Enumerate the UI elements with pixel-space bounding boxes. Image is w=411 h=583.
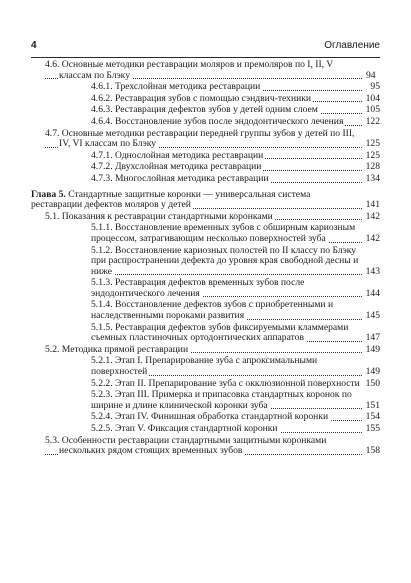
toc-entry[interactable]: 4.6. Основные методики реставрации моляров и премоляров по I, II, V классам по Блэку 94	[31, 60, 380, 81]
toc-entry-text	[45, 435, 326, 457]
toc-entry-title: 5.3. Особенности реставрации стандартными защитными коронками нескольких рядом стоящих временных зубов	[45, 434, 327, 457]
toc-page-number: 151	[365, 399, 380, 411]
toc-entry-title: 4.6.2. Реставрация зубов с помощью сэндвич-техники	[91, 92, 312, 104]
toc-entry-title: 4.6.3. Реставрация дефектов зубов у детей одним слоем	[91, 104, 318, 116]
toc-entry[interactable]	[31, 223, 380, 244]
toc-entry[interactable]	[31, 424, 380, 435]
toc-entry[interactable]	[31, 390, 380, 411]
toc-page-number: 155	[365, 423, 380, 434]
toc-entry-text	[91, 277, 304, 299]
toc-entry[interactable]	[31, 105, 380, 116]
toc-entry-title: 4.7.1. Однослойная методика реставрации	[91, 149, 264, 161]
table-of-contents	[31, 60, 380, 458]
toc-entry[interactable]	[31, 323, 380, 344]
toc-entry[interactable]	[31, 174, 380, 185]
toc-entry-title: Стандартные защитные коронки — универсальная система реставрации дефектов моляров у детей	[31, 188, 311, 211]
page-number: 4	[31, 40, 37, 51]
toc-entry-text	[91, 150, 265, 161]
toc-entry-title: 4.6.1. Трехслойная методика реставрации	[91, 81, 261, 93]
toc-entry-title: 5.1.4. Восстановление дефектов зубов с приобретенными и наследственными пороками развития	[91, 299, 334, 322]
toc-entry-text	[91, 355, 317, 377]
toc-page-number: 145	[365, 310, 380, 322]
toc-entry[interactable]	[31, 300, 380, 321]
toc-entry-title: 4.7.3. Многослойная методика реставрации	[91, 172, 269, 184]
toc-page-number: 142	[365, 232, 380, 244]
toc-entry-text	[91, 93, 313, 104]
toc-entry-title: 4.6.4. Восстановление зубов после эндодонтического лечения	[91, 115, 344, 127]
toc-entry[interactable]	[31, 117, 380, 128]
toc-entry[interactable]	[31, 278, 380, 299]
toc-page-number: 141	[365, 199, 380, 211]
toc-entry-title: 5.1.5. Реставрация дефектов зубов фиксируемыми кламмерами съемных пластиночных ортодонтических аппаратов	[91, 321, 349, 344]
toc-entry-text	[91, 423, 280, 434]
toc-page-number: 95	[370, 81, 380, 93]
toc-entry-title: 4.7.2. Двухслойная методика реставрации	[91, 161, 262, 173]
toc-entry-title: 5.1.2. Восстановление кариозных полостей по II классу по Блэку при распространении дефекта до уровня края свободной десны и ниже	[91, 244, 359, 277]
toc-entry-text	[91, 378, 362, 389]
toc-page-number: 104	[365, 92, 380, 104]
toc-entry[interactable]	[31, 82, 380, 93]
toc-page-number: 149	[365, 366, 380, 378]
toc-page-number: 154	[365, 411, 380, 423]
toc-entry-text	[91, 116, 345, 127]
toc-entry-title: 5.2.2. Этап II. Препарирование зуба с окклюзионной поверхности	[91, 377, 360, 389]
toc-entry-text	[45, 344, 190, 355]
toc-entry[interactable]	[31, 356, 380, 377]
toc-entry-title: 4.7. Основные методики реставрации передней группы зубов у детей по III, IV, VI классам по Блэку	[45, 127, 355, 150]
toc-entry-text	[91, 161, 263, 172]
toc-page-number: 125	[365, 149, 380, 161]
running-header	[31, 40, 380, 54]
toc-page-number: 144	[365, 287, 380, 299]
toc-entry-text	[91, 222, 355, 244]
toc-entry[interactable]	[31, 379, 380, 390]
toc-page-number: 105	[365, 104, 380, 116]
toc-entry-title: 4.6. Основные методики реставрации моляров и премоляров по I, II, V классам по Блэку	[45, 59, 334, 81]
toc-entry-text	[91, 173, 271, 184]
toc-entry-title: 5.1.1. Восстановление временных зубов с обширным кариозным процессом, затрагивающим несколько поверхностей зуба	[91, 222, 356, 244]
toc-entry[interactable]	[31, 412, 380, 423]
toc-entry-title: 5.2.1. Этап I. Препарирование зуба с апроксимальными поверхностей	[91, 355, 318, 378]
toc-entry[interactable]	[31, 345, 380, 356]
header-rule	[31, 57, 380, 58]
toc-entry[interactable]	[31, 94, 380, 105]
toc-page-number: 128	[365, 161, 380, 173]
toc-entry[interactable]	[31, 246, 380, 278]
toc-entry[interactable]	[31, 151, 380, 162]
toc-entry[interactable]	[31, 190, 380, 211]
toc-entry[interactable]	[31, 436, 380, 457]
toc-page-number: 150	[365, 377, 380, 389]
toc-page-number: 134	[365, 172, 380, 184]
toc-entry-text	[91, 245, 358, 277]
toc-entry-title: 5.2.3. Этап III. Примерка и припасовка стандартных коронок по ширине и длине клинической коронки зуба	[91, 389, 352, 411]
toc-entry[interactable]	[31, 162, 380, 173]
toc-entry-text	[91, 299, 333, 321]
toc-entry-text	[45, 211, 275, 222]
chapter-label: Глава 5.	[31, 188, 66, 200]
toc-entry-text	[91, 411, 330, 422]
toc-entry-title: 5.1. Показания к реставрации стандартными коронками	[45, 210, 273, 222]
toc-entry-title: 5.2.4. Этап IV. Финишная обработка стандартной коронки	[91, 411, 329, 423]
toc-entry-text	[91, 81, 262, 92]
toc-entry-text	[31, 189, 310, 211]
toc-page-number: 143	[365, 265, 380, 277]
toc-entry-text	[91, 389, 352, 411]
toc-entry[interactable]	[31, 212, 380, 223]
toc-entry-text	[45, 59, 333, 81]
toc-entry-text	[91, 104, 320, 115]
toc-entry[interactable]	[31, 129, 380, 150]
toc-page-number: 147	[365, 332, 380, 344]
toc-page-number: 122	[365, 115, 380, 127]
toc-entry-text	[91, 322, 348, 344]
toc-entry-title: 5.2. Методика прямой реставрации	[45, 343, 189, 355]
section-title: Оглавление	[324, 40, 380, 51]
toc-entry-title: 5.1.3. Реставрация дефектов временных зубов после эндодонтического лечения	[91, 277, 305, 299]
toc-entry-text	[45, 128, 354, 150]
toc-entry-title: 5.2.5. Этап V. Фиксация стандартной коронки	[91, 423, 278, 434]
